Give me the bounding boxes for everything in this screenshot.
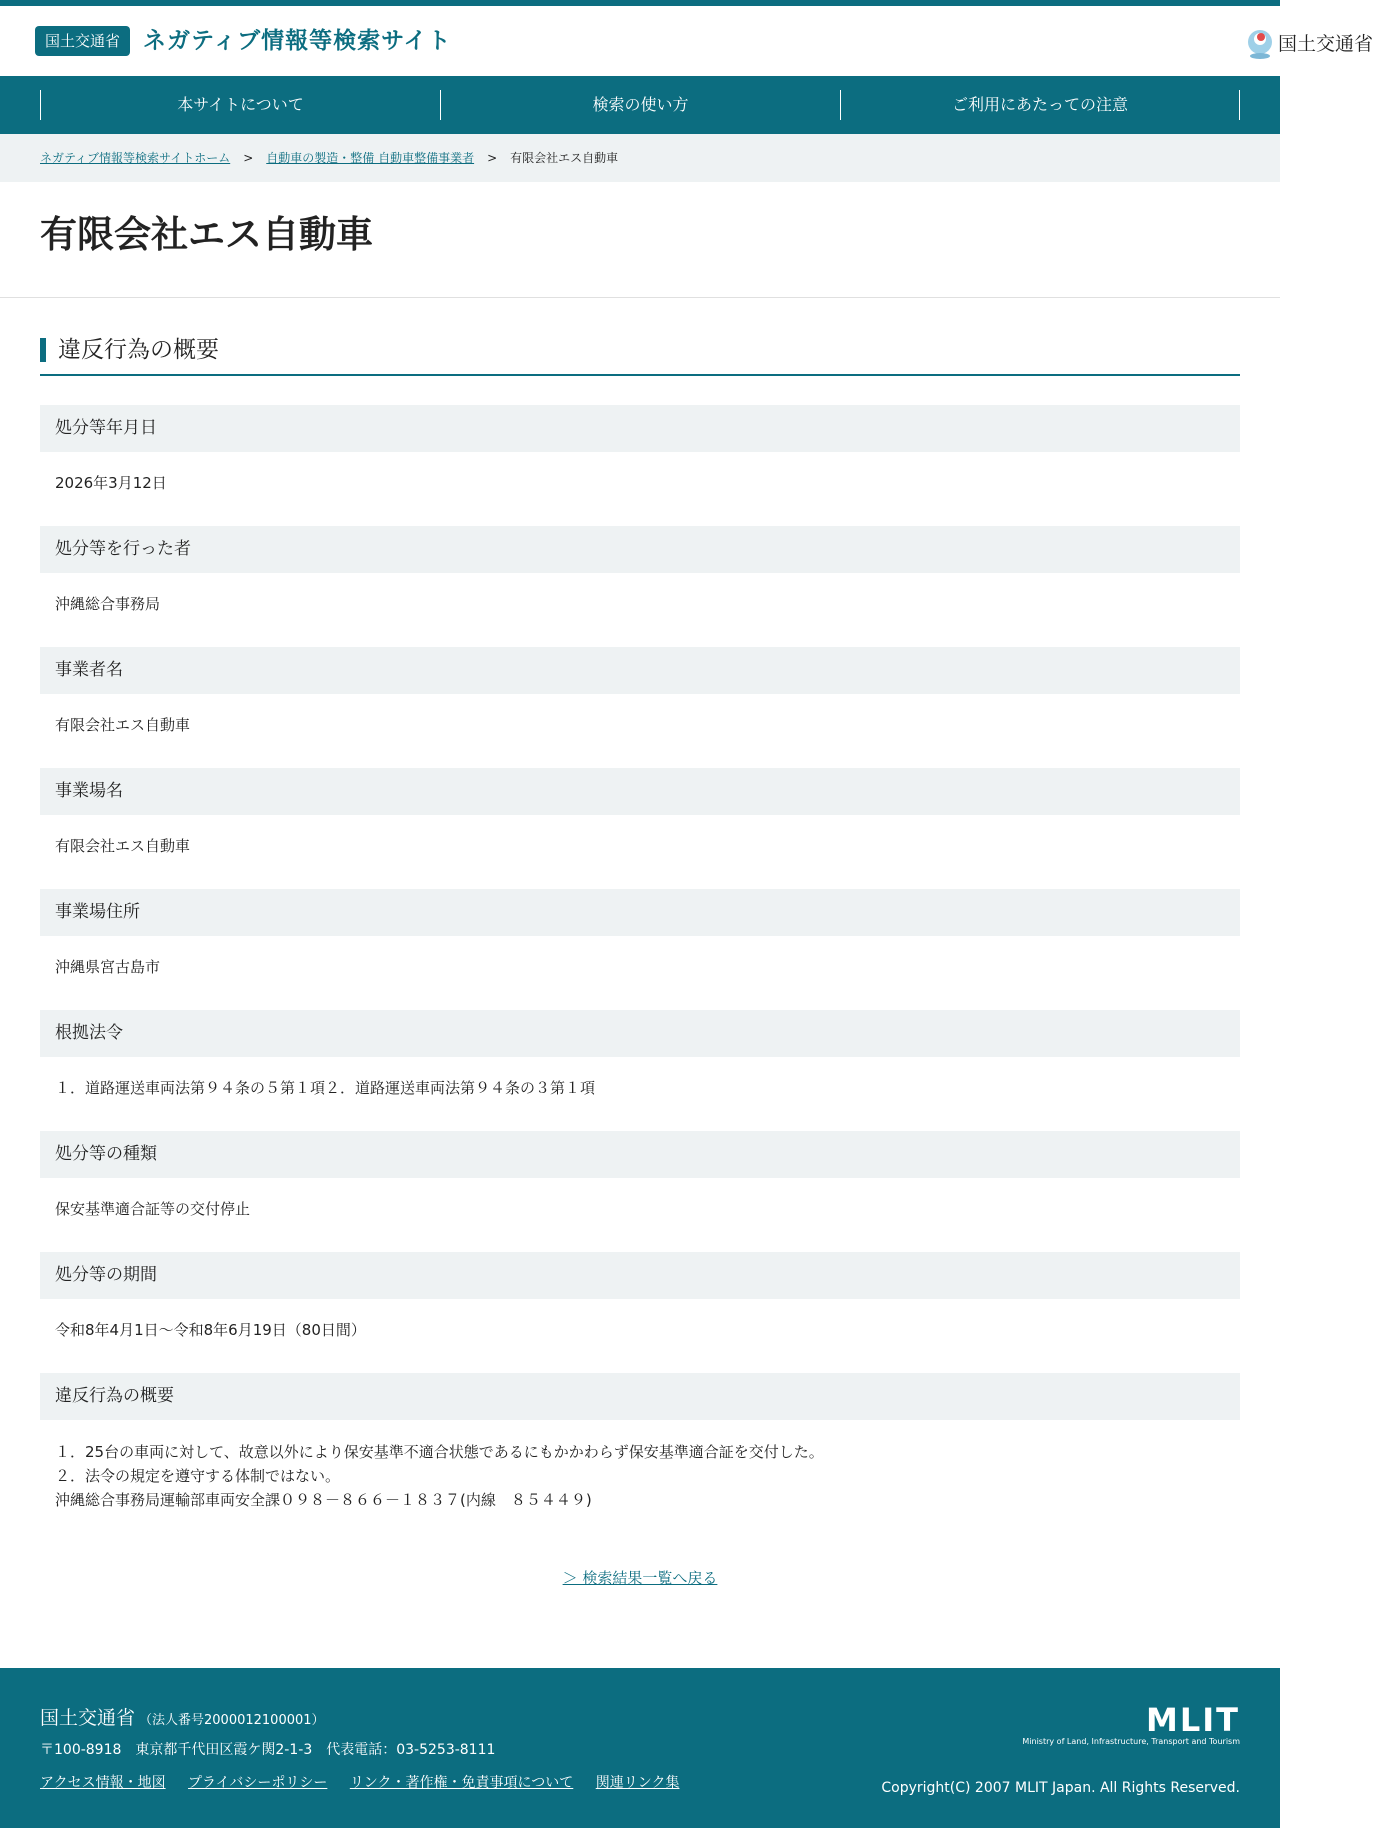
site-footer — [0, 1668, 1280, 1828]
summary-line: ２．法令の規定を遵守する体制ではない。 — [55, 1467, 341, 1485]
footer-link-copyright[interactable]: リンク・著作権・免責事項について — [349, 1775, 574, 1791]
field-label-text: 事業者名 — [55, 660, 123, 680]
main-nav — [0, 76, 1280, 134]
section-heading — [40, 334, 1240, 376]
mlit-full-name: Ministry of Land, Infrastructure, Transport and Tourism — [1022, 1737, 1240, 1746]
field-value: 沖縄総合事務局 — [55, 595, 161, 613]
field-label-text: 処分等の期間 — [55, 1265, 157, 1285]
summary-line: １．25台の車両に対して、故意以外により保安基準不適合状態であるにもかかわらず保安基準適合証を交付した。 — [55, 1443, 824, 1461]
violation-summary — [55, 1440, 1225, 1512]
back-link-container — [0, 1566, 1280, 1590]
field-label — [40, 1373, 1240, 1420]
footer-copyright: Copyright(C) 2007 MLIT Japan. All Rights Reserved. — [881, 1780, 1240, 1796]
field-label-text: 処分等年月日 — [55, 418, 157, 438]
breadcrumb-home-link[interactable]: ネガティブ情報等検索サイトホーム — [40, 151, 231, 165]
footer-links — [40, 1773, 697, 1793]
site-title[interactable]: ネガティブ情報等検索サイト — [143, 28, 452, 54]
breadcrumb-current: 有限会社エス自動車 — [510, 151, 619, 165]
field-value: １．道路運送車両法第９４条の５第１項２．道路運送車両法第９４条の３第１項 — [55, 1079, 596, 1097]
footer-mlit-logo — [1022, 1701, 1240, 1748]
page-title: 有限会社エス自動車 — [40, 213, 373, 256]
field-label — [40, 1252, 1240, 1299]
footer-address: 〒100-8918 東京都千代田区霞ケ関2-1-3 代表電話：03-5253-8111 — [40, 1742, 496, 1758]
field-value: 保安基準適合証等の交付停止 — [55, 1200, 251, 1218]
field-label — [40, 526, 1240, 573]
summary-line: 沖縄総合事務局運輸部車両安全課０９８－８６６－１８３７(内線 ８５４４９) — [55, 1491, 592, 1509]
footer-org — [40, 1704, 325, 1735]
heading-accent-bar — [40, 338, 46, 362]
field-label — [40, 647, 1240, 694]
field-label-text: 根拠法令 — [55, 1023, 123, 1043]
breadcrumb-category-link[interactable]: 自動車の製造・整備 自動車整備事業者 — [266, 151, 475, 165]
field-label — [40, 889, 1240, 936]
field-label — [40, 1010, 1240, 1057]
footer-corp-number: （法人番号2000012100001） — [139, 1713, 325, 1728]
footer-link-privacy[interactable]: プライバシーポリシー — [188, 1775, 328, 1791]
breadcrumb-separator: > — [243, 151, 254, 165]
field-value: 2026年3月12日 — [55, 474, 167, 492]
ministry-badge[interactable]: 国土交通省 — [35, 26, 130, 56]
divider — [0, 297, 1280, 298]
footer-link-access[interactable]: アクセス情報・地図 — [40, 1775, 166, 1791]
footer-link-related[interactable]: 関連リンク集 — [595, 1775, 680, 1791]
site-header — [0, 6, 1373, 76]
field-label — [40, 1131, 1240, 1178]
field-value: 有限会社エス自動車 — [55, 837, 191, 855]
nav-item-notes[interactable]: ご利用にあたっての注意 — [840, 90, 1240, 120]
field-value: 令和8年4月1日～令和8年6月19日（80日間） — [55, 1321, 366, 1339]
field-label-text: 処分等の種類 — [55, 1144, 157, 1164]
field-label-text: 事業場名 — [55, 781, 123, 801]
field-value: 沖縄県宮古島市 — [55, 958, 161, 976]
logo-text: 国土交通省 — [1278, 33, 1373, 55]
field-label — [40, 768, 1240, 815]
mlit-emblem-icon — [1246, 28, 1274, 60]
field-label-text: 違反行為の概要 — [55, 1386, 174, 1406]
field-value: 有限会社エス自動車 — [55, 716, 191, 734]
nav-item-about[interactable]: 本サイトについて — [40, 90, 440, 120]
field-label-text: 処分等を行った者 — [55, 539, 191, 559]
section-heading-text: 違反行為の概要 — [58, 337, 219, 363]
field-label — [40, 405, 1240, 452]
back-to-results-link[interactable]: ＞ 検索結果一覧へ戻る — [562, 1569, 718, 1587]
footer-org-name: 国土交通省 — [40, 1707, 136, 1729]
field-label-text: 事業場住所 — [55, 902, 140, 922]
breadcrumb-separator: > — [487, 151, 498, 165]
nav-item-how-to-search[interactable]: 検索の使い方 — [440, 90, 840, 120]
mlit-wordmark: MLIT — [1146, 1701, 1240, 1739]
breadcrumb — [0, 134, 1280, 182]
